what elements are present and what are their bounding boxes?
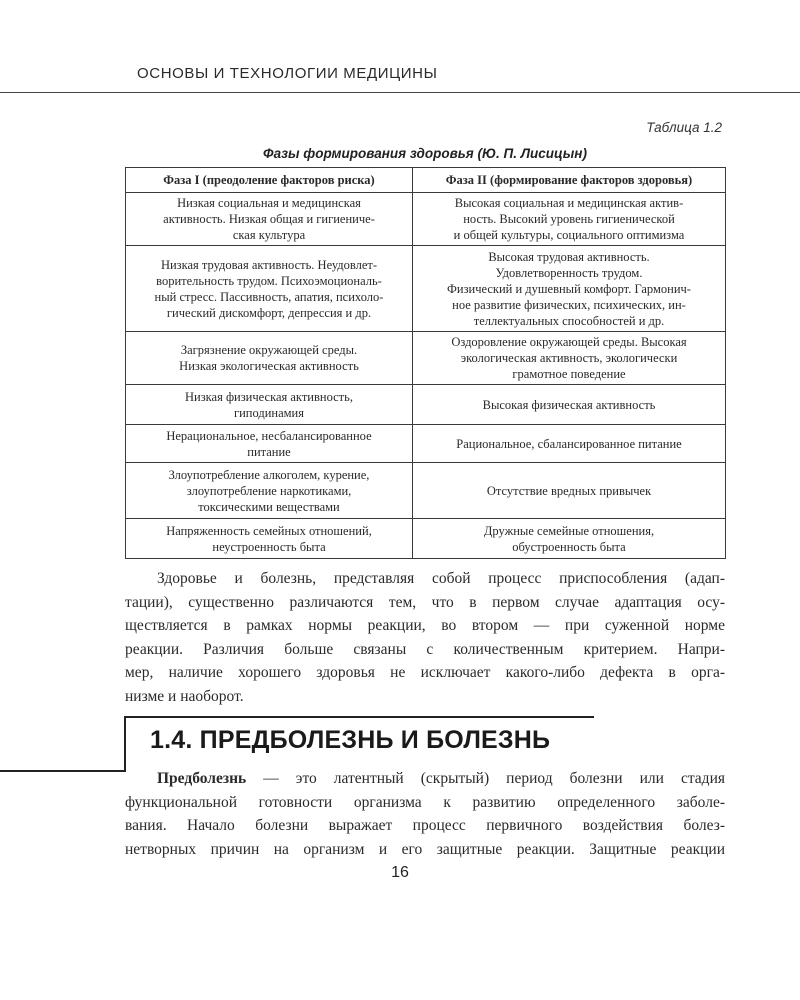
cell-line: Отсутствие вредных привычек (486, 483, 652, 498)
cell-line: ская культура (232, 228, 306, 242)
cell-line: Напряженность семейных отношений, (166, 523, 372, 538)
cell-line: Высокая физическая активность (482, 397, 656, 412)
paragraph-line: функциональной готовности организма к развитию определенного заболе- (125, 793, 725, 811)
cell-line: и общей культуры, социального оптимизма (453, 228, 685, 242)
cell-phase-1 (126, 332, 413, 385)
cell-line: Низкая физическая активность, (185, 389, 353, 404)
cell-line: активность. Низкая общая и гигиениче- (163, 212, 375, 226)
cell-phase-1 (126, 519, 413, 559)
table-header-row (126, 168, 726, 193)
table-row (126, 246, 726, 332)
cell-line: гический дискомфорт, депрессия и др. (166, 305, 372, 320)
cell-line: ность. Высокий уровень гигиенической (463, 212, 675, 226)
paragraph-health-and-disease (125, 567, 725, 708)
definition-start: — это латентный (скрытый) период болезни или стадия (246, 770, 725, 787)
paragraph-line: мер, наличие хорошего здоровья не исключает какого-либо дефекта в орга- (125, 664, 725, 681)
table-row (126, 332, 726, 385)
paragraph-line (125, 767, 725, 791)
cell-line: гиподинамия (233, 405, 305, 420)
table-caption: Фазы формирования здоровья (Ю. П. Лисицын) (263, 146, 587, 161)
column-header-phase-2: Фаза II (формирование факторов здоровья) (413, 168, 726, 193)
cell-line: ное развитие физических, психических, ин- (452, 297, 686, 312)
section-frame-bottom (0, 770, 126, 772)
running-header: ОСНОВЫ И ТЕХНОЛОГИИ МЕДИЦИНЫ (137, 65, 438, 82)
cell-phase-1 (126, 425, 413, 463)
paragraph-line: ществляется в рамках нормы реакции, во втором — при суженной норме (125, 617, 725, 634)
paragraph-predisease (125, 767, 725, 861)
cell-line: Рациональное, сбалансированное питание (456, 436, 682, 451)
cell-line: злоупотребление наркотиками, (186, 483, 352, 498)
page-number: 16 (391, 864, 409, 881)
cell-phase-2 (413, 425, 726, 463)
cell-phase-2 (413, 385, 726, 425)
section-heading: 1.4. ПРЕДБОЛЕЗНЬ И БОЛЕЗНЬ (150, 726, 551, 754)
cell-line: экологическая активность, экологически (460, 351, 678, 365)
term-predisease: Предболезнь (157, 770, 247, 787)
table-row (126, 519, 726, 559)
cell-line: Нерациональное, несбалансированное (166, 428, 372, 443)
cell-line: ный стресс. Пассивность, апатия, психоло- (154, 289, 384, 304)
table-body (126, 193, 726, 559)
cell-line: Физический и душевный комфорт. Гармонич- (447, 281, 691, 296)
cell-phase-2 (413, 246, 726, 332)
cell-line: питание (247, 444, 291, 459)
cell-phase-1 (126, 463, 413, 519)
cell-line: теллектуальных способностей и др. (473, 313, 665, 328)
cell-line: Оздоровление окружающей среды. Высокая (451, 335, 687, 349)
cell-line: грамотное поведение (512, 367, 626, 381)
cell-phase-1 (126, 193, 413, 246)
cell-line: неустроенность быта (212, 539, 326, 554)
section-frame-top (124, 716, 594, 718)
table-row (126, 193, 726, 246)
table-row (126, 463, 726, 519)
column-header-phase-1: Фаза I (преодоление факторов риска) (126, 168, 413, 193)
cell-line: Дружные семейные отношения, (483, 523, 655, 538)
cell-phase-2 (413, 193, 726, 246)
cell-line: ворительность трудом. Психоэмоциональ- (156, 273, 382, 288)
table-number: Таблица 1.2 (646, 120, 722, 135)
cell-line: Низкая трудовая активность. Неудовлет- (160, 257, 378, 272)
cell-line: обустроенность быта (512, 539, 626, 554)
paragraph-line: нетворных причин на организм и его защитные реакции. Защитные реакции (125, 840, 725, 858)
cell-phase-1 (126, 246, 413, 332)
cell-phase-1 (126, 385, 413, 425)
cell-line: Низкая экологическая активность (179, 359, 359, 373)
table-row (126, 425, 726, 463)
cell-line: токсическими веществами (198, 499, 340, 514)
cell-line: Злоупотребление алкоголем, курение, (168, 467, 370, 482)
paragraph-line: реакции. Различия больше связаны с количественным критерием. Напри- (125, 640, 725, 658)
section-frame-left (124, 716, 126, 772)
paragraph-line: тации), существенно различаются тем, что в первом случае адаптация осу- (125, 593, 725, 611)
cell-line: Низкая социальная и медицинская (177, 196, 361, 210)
paragraph-line: Здоровье и болезнь, представляя собой процесс приспособления (адап- (157, 570, 725, 587)
cell-phase-2 (413, 332, 726, 385)
table-row (126, 385, 726, 425)
cell-line: Загрязнение окружающей среды. (180, 343, 358, 357)
cell-line: Удовлетворенность трудом. (495, 265, 643, 280)
cell-phase-2 (413, 519, 726, 559)
cell-line: Высокая социальная и медицинская актив- (454, 196, 684, 210)
header-rule (0, 92, 800, 93)
cell-line: Высокая трудовая активность. (488, 249, 650, 264)
health-phases-table (125, 167, 726, 559)
paragraph-line: вания. Начало болезни выражает процесс первичного воздействия болез- (125, 817, 725, 834)
paragraph-line: низме и наоборот. (125, 687, 244, 705)
cell-phase-2 (413, 463, 726, 519)
